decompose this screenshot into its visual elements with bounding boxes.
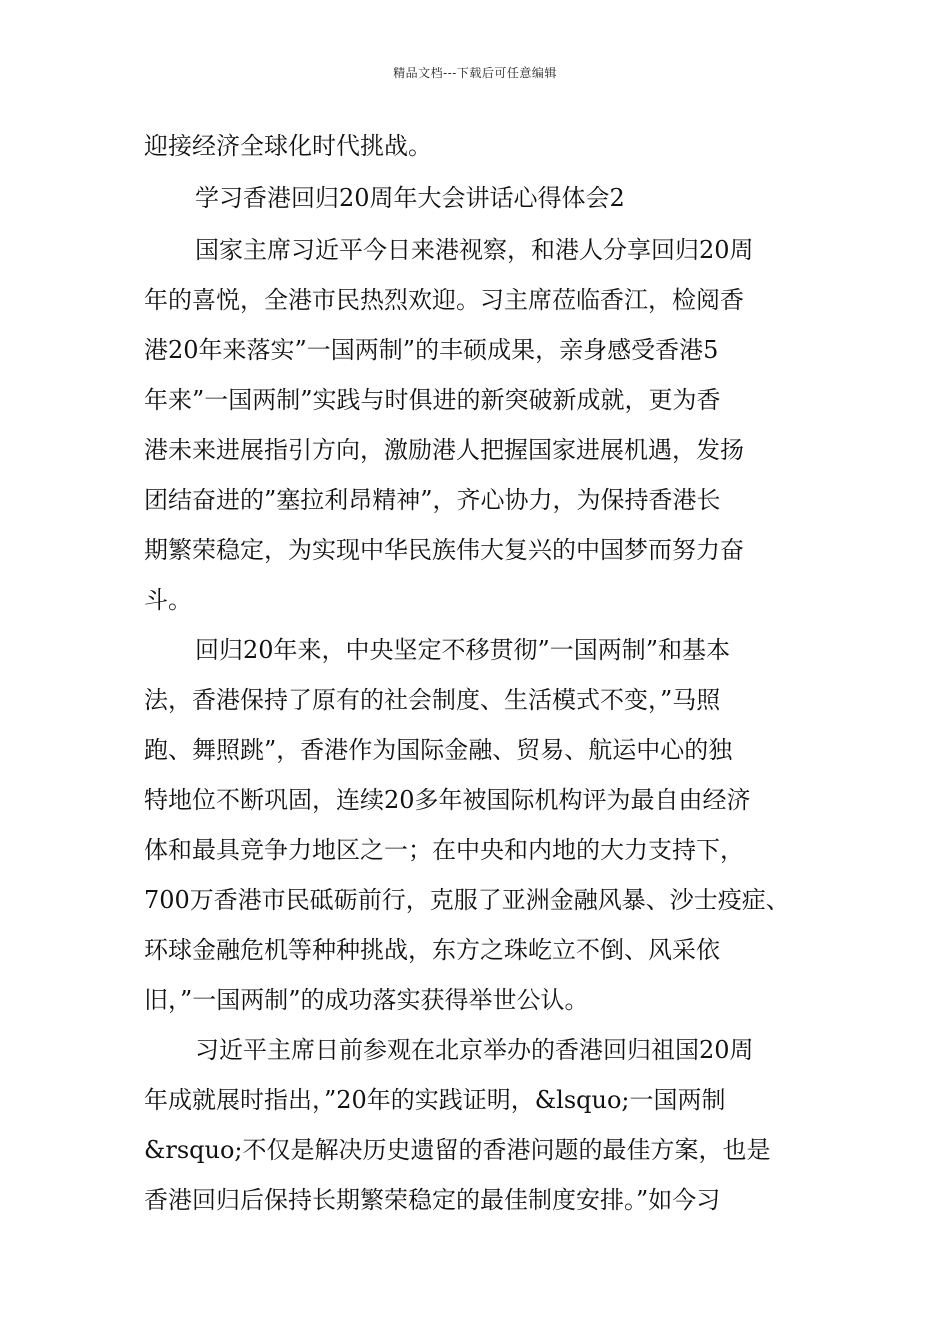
text-line: 习近平主席日前参观在北京举办的香港回归祖国20周 [195, 1036, 754, 1064]
text-line: 香港回归后保持长期繁荣稳定的最佳制度安排。”如今习 [144, 1186, 721, 1214]
text-line: 斗。 [144, 586, 192, 614]
text-line: &rsquo;不仅是解决历史遗留的香港问题的最佳方案，也是 [144, 1136, 771, 1164]
text-line: 团结奋进的”塞拉利昂精神”，齐心协力，为保持香港长 [144, 486, 721, 514]
text-line: 法，香港保持了原有的社会制度、生活模式不变，”马照 [144, 686, 721, 714]
text-line: 跑、舞照跳”，香港作为国际金融、贸易、航运中心的独 [144, 736, 733, 764]
text-line: 港未来进展指引方向，激励港人把握国家进展机遇，发扬 [144, 436, 744, 464]
text-line: 期繁荣稳定，为实现中华民族伟大复兴的中国梦而努力奋 [144, 536, 744, 564]
page-header: 精品文档---下载后可任意编辑 [393, 66, 557, 80]
text-line: 港20年来落实”一国两制”的丰硕成果，亲身感受香港5 [144, 336, 719, 364]
text-line: 国家主席习近平今日来港视察，和港人分享回归20周 [195, 236, 754, 264]
text-line: 特地位不断巩固，连续20多年被国际机构评为最自由经济 [144, 786, 751, 814]
text-line: 回归20年来，中央坚定不移贯彻”一国两制”和基本 [195, 636, 731, 664]
text-line: 体和最具竞争力地区之一；在中央和内地的大力支持下， [144, 836, 744, 864]
text-line: 旧，”一国两制”的成功落实获得举世公认。 [144, 986, 589, 1014]
text-line: 年成就展时指出，”20年的实践证明，&lsquo;一国两制 [144, 1086, 726, 1114]
text-line: 700万香港市民砥砺前行，克服了亚洲金融风暴、沙士疫症、 [144, 886, 790, 914]
text-line: 年来”一国两制”实践与时俱进的新突破新成就，更为香 [144, 386, 721, 414]
text-line: 学习香港回归20周年大会讲话心得体会2 [195, 184, 625, 212]
text-line: 环球金融危机等种种挑战，东方之珠屹立不倒、风采依 [144, 936, 720, 964]
text-line: 迎接经济全球化时代挑战。 [144, 132, 432, 160]
text-line: 年的喜悦，全港市民热烈欢迎。习主席莅临香江，检阅香 [144, 286, 744, 314]
